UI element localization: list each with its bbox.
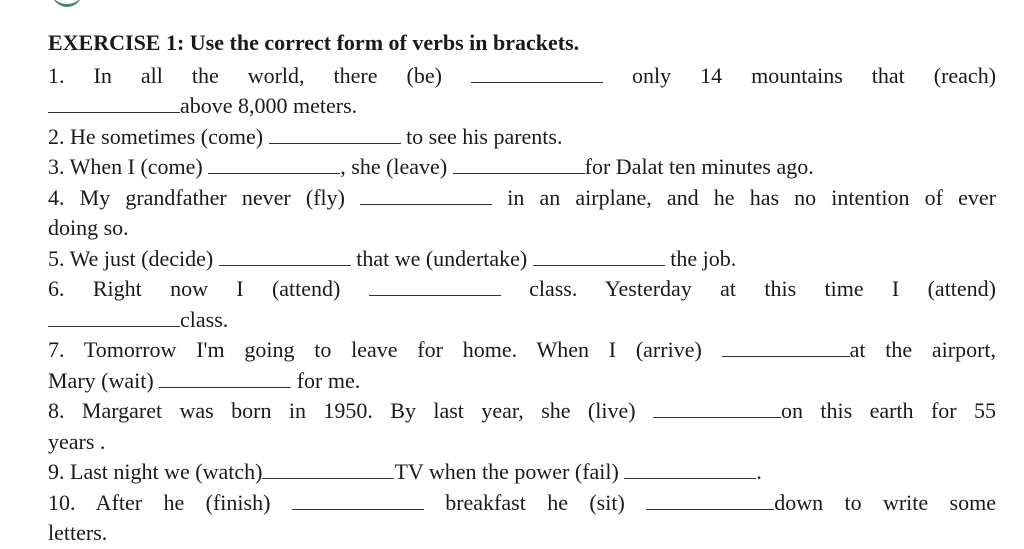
question-7: [48, 335, 996, 396]
q4-text-c: doing so.: [48, 215, 129, 240]
q4-text-b: in an airplane, and he has no intention of ever: [507, 184, 996, 210]
q6-text-a: 6. Right now I (attend): [48, 276, 341, 301]
q2-text-b: to see his parents.: [406, 123, 563, 149]
q10-text-d: letters.: [48, 520, 108, 545]
q10-text-a: 10. After he (finish): [48, 489, 271, 515]
question-1: [48, 61, 996, 122]
q10-text-b: breakfast he (sit): [445, 489, 625, 515]
q10-text-c: down to write some: [774, 489, 996, 515]
q9-blank-2: [624, 460, 756, 479]
q1-text-b: only 14 mountains that (reach): [631, 62, 997, 88]
q5-text-c: the job.: [670, 245, 737, 271]
q3-text-a: 3. When I (come): [48, 154, 203, 179]
q1-blank-2: [48, 94, 180, 113]
q7-text-a: 7. Tomorrow I'm going to leave for home. When I (arrive): [48, 337, 702, 362]
question-6: [48, 274, 996, 335]
q1-blank-1: [471, 64, 603, 83]
q3-blank-2: [453, 155, 585, 174]
q7-text-d: for me.: [296, 367, 361, 393]
q3-blank-1: [208, 155, 340, 174]
q9-text-a: 9. Last night we (watch): [48, 459, 263, 484]
q7-blank-2: [159, 369, 291, 388]
q7-blank-1: [722, 338, 850, 357]
q9-text-b: TV when the power (fail): [394, 459, 619, 484]
decorative-arc: [52, 0, 82, 7]
q1-text-c: above 8,000 meters.: [180, 93, 358, 118]
q8-text-a: 8. Margaret was born in 1950. By last year, she (live): [48, 398, 636, 423]
q4-blank-1: [360, 186, 492, 205]
q2-blank-1: [269, 125, 401, 144]
q4-text-a: 4. My grandfather never (fly): [48, 184, 345, 210]
exercise-title: EXERCISE 1: Use the correct form of verbs in brackets.: [48, 30, 580, 55]
q6-blank-2: [48, 308, 180, 327]
q3-text-c: for Dalat ten minutes ago.: [584, 154, 814, 179]
q5-blank-2: [533, 247, 665, 266]
q6-text-c: class.: [180, 306, 229, 332]
q8-blank-1: [653, 399, 781, 418]
q6-text-b: class. Yesterday at this time I (attend): [529, 276, 997, 301]
q9-blank-1: [262, 460, 394, 479]
question-3: [48, 152, 996, 183]
q1-text-a: 1. In all the world, there (be): [48, 62, 442, 88]
q7-text-c: Mary (wait): [48, 367, 154, 393]
q2-text-a: 2. He sometimes (come): [48, 123, 264, 149]
question-10: [48, 488, 996, 549]
q8-text-c: years .: [48, 428, 106, 454]
q6-blank-1: [369, 277, 501, 296]
question-9: [48, 457, 996, 488]
q5-text-b: that we (undertake): [356, 245, 528, 271]
q5-blank-1: [219, 247, 351, 266]
q5-text-a: 5. We just (decide): [48, 245, 214, 271]
q10-blank-1: [292, 491, 424, 510]
question-4: [48, 183, 996, 244]
q9-text-c: .: [756, 459, 762, 484]
q8-text-b: on this earth for 55: [780, 398, 997, 423]
exercise-sheet: [48, 28, 996, 549]
question-2: [48, 122, 996, 153]
q7-text-b: at the airport,: [849, 337, 997, 362]
question-5: [48, 244, 996, 275]
q3-text-b: , she (leave): [340, 154, 448, 179]
q10-blank-2: [646, 491, 774, 510]
question-8: [48, 396, 996, 457]
